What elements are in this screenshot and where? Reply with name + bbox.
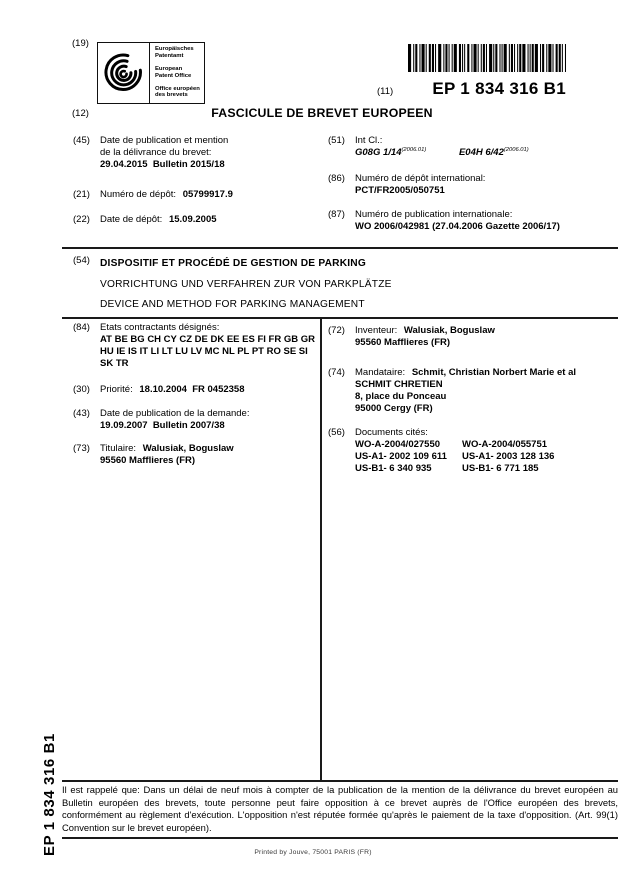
inid-code-51: (51) — [328, 135, 345, 146]
field-54-invention-title — [73, 254, 618, 316]
horizontal-rule-note-top — [62, 780, 618, 782]
field-label: Date de dépôt: — [100, 214, 163, 225]
field-label: Numéro de publication internationale: — [355, 209, 513, 220]
classification-line — [355, 147, 618, 159]
field-value: 15.09.2005 — [168, 214, 217, 225]
ipc-class-1: G08G 1/14 — [355, 147, 402, 158]
barcode — [408, 44, 566, 72]
field-value: 19.09.2007 Bulletin 2007/38 — [100, 420, 225, 431]
document-type-title: FASCICULE DE BREVET EUROPEEN — [211, 106, 433, 120]
printed-by-note: Printed by Jouve, 75001 PARIS (FR) — [254, 849, 372, 856]
inid-code-87: (87) — [328, 209, 345, 220]
ipc-class-2-edition: (2006.01) — [503, 146, 529, 153]
epo-name-english: European Patent Office — [155, 65, 192, 79]
field-45-grant-date — [73, 135, 320, 171]
field-86-intl-application-number — [328, 173, 618, 197]
inid-code-19: (19) — [72, 38, 89, 49]
inid-code-74: (74) — [328, 367, 345, 378]
field-value: 18.10.2004 FR 0452358 — [139, 384, 245, 395]
field-value: Schmit, Christian Norbert Marie et al SCHMIT CHRETIEN 8, place du Ponceau 95000 Cergy (FR) — [355, 367, 576, 414]
sidebar-publication-number: EP 1 834 316 B1 — [41, 733, 58, 856]
inid-code-54: (54) — [73, 255, 90, 266]
field-value: Walusiak, Boguslaw 95560 Mafflieres (FR) — [100, 443, 234, 466]
inid-code-45: (45) — [73, 135, 90, 146]
inid-code-22: (22) — [73, 214, 90, 225]
field-value: 29.04.2015 Bulletin 2015/18 — [100, 159, 225, 170]
inid-code-12: (12) — [72, 108, 89, 119]
inid-code-72: (72) — [328, 325, 345, 336]
epo-logo — [97, 42, 205, 104]
epo-name-german: Europäisches Patentamt — [155, 46, 194, 59]
inid-code-84: (84) — [73, 322, 90, 333]
title-english: DEVICE AND METHOD FOR PARKING MANAGEMENT — [100, 299, 365, 310]
inid-code-86: (86) — [328, 173, 345, 184]
field-74-representative — [328, 367, 618, 415]
field-label: Numéro de dépôt: — [100, 189, 177, 200]
field-label: Date de publication et mention de la délivrance du brevet: — [100, 135, 229, 158]
field-value: AT BE BG CH CY CZ DE DK EE ES FI FR GB GR HU IE IS IT LI LT LU LV MC NL PL PT RO SE SI SK TR — [100, 334, 315, 369]
field-label: Etats contractants désignés: — [100, 322, 220, 333]
horizontal-rule-title — [62, 317, 618, 319]
field-51-int-classification — [328, 135, 618, 159]
inid-code-43: (43) — [73, 408, 90, 419]
field-label: Documents cités: — [355, 427, 428, 438]
field-value: Walusiak, Boguslaw 95560 Mafflieres (FR) — [355, 325, 495, 348]
field-label: Mandataire: — [355, 367, 406, 378]
publication-number: EP 1 834 316 B1 — [432, 79, 566, 98]
field-label: Numéro de dépôt international: — [355, 173, 486, 184]
cited-documents-col-2: WO-A-2004/055751 US-A1- 2003 128 136 US-B1- 6 771 185 — [462, 439, 555, 474]
opposition-notice: Il est rappelé que: Dans un délai de neuf mois à compter de la publication de la mention de la délivrance du brevet européen au Bulletin européen des brevets, toute personne peut faire opposition à ce brevet auprès de l'Office européen des brevets, conformément au règlement d'exécution. L'opposition n'est réputée formée qu'après le paiement de la taxe d'opposition. (Art. 99(1) Convention sur le brevet européen). — [62, 784, 618, 834]
inid-code-56: (56) — [328, 427, 345, 438]
title-french: DISPOSITIF ET PROCÉDÉ DE GESTION DE PARKING — [100, 258, 366, 269]
ipc-class-1-edition: (2006.01) — [401, 146, 427, 153]
epo-name-french: Office européen des brevets — [155, 85, 200, 99]
field-value: PCT/FR2005/050751 — [355, 185, 445, 196]
inid-code-73: (73) — [73, 443, 90, 454]
epo-logo-text — [150, 43, 204, 103]
field-84-designated-states — [73, 322, 320, 370]
field-43-publication-date — [73, 408, 320, 432]
horizontal-rule-note-bottom — [62, 837, 618, 839]
epo-swirl-icon — [98, 43, 150, 103]
cited-documents-list — [355, 439, 618, 475]
field-label: Int Cl.: — [355, 135, 383, 146]
inid-code-30: (30) — [73, 384, 90, 395]
field-value: WO 2006/042981 (27.04.2006 Gazette 2006/17) — [355, 221, 560, 232]
field-87-intl-publication-number — [328, 209, 618, 233]
field-72-inventor — [328, 325, 618, 349]
cited-documents-col-1: WO-A-2004/027550 US-A1- 2002 109 611 US-B1- 6 340 935 — [355, 439, 447, 474]
field-label: Titulaire: — [100, 443, 137, 454]
field-label: Date de publication de la demande: — [100, 408, 250, 419]
field-56-cited-documents — [328, 427, 618, 475]
ipc-class-2: E04H 6/42 — [458, 147, 504, 158]
field-73-proprietor — [73, 443, 320, 467]
field-value: 05799917.9 — [182, 189, 233, 200]
field-label: Inventeur: — [355, 325, 398, 336]
inid-code-11: (11) — [377, 86, 394, 97]
field-30-priority — [73, 384, 320, 396]
column-divider — [320, 317, 322, 780]
title-german: VORRICHTUNG UND VERFAHREN ZUR VON PARKPLÄTZE — [100, 278, 392, 290]
horizontal-rule-top — [62, 247, 618, 249]
field-21-application-number — [73, 189, 320, 201]
field-22-filing-date — [73, 214, 320, 226]
inid-code-21: (21) — [73, 189, 90, 200]
field-label: Priorité: — [100, 384, 133, 395]
